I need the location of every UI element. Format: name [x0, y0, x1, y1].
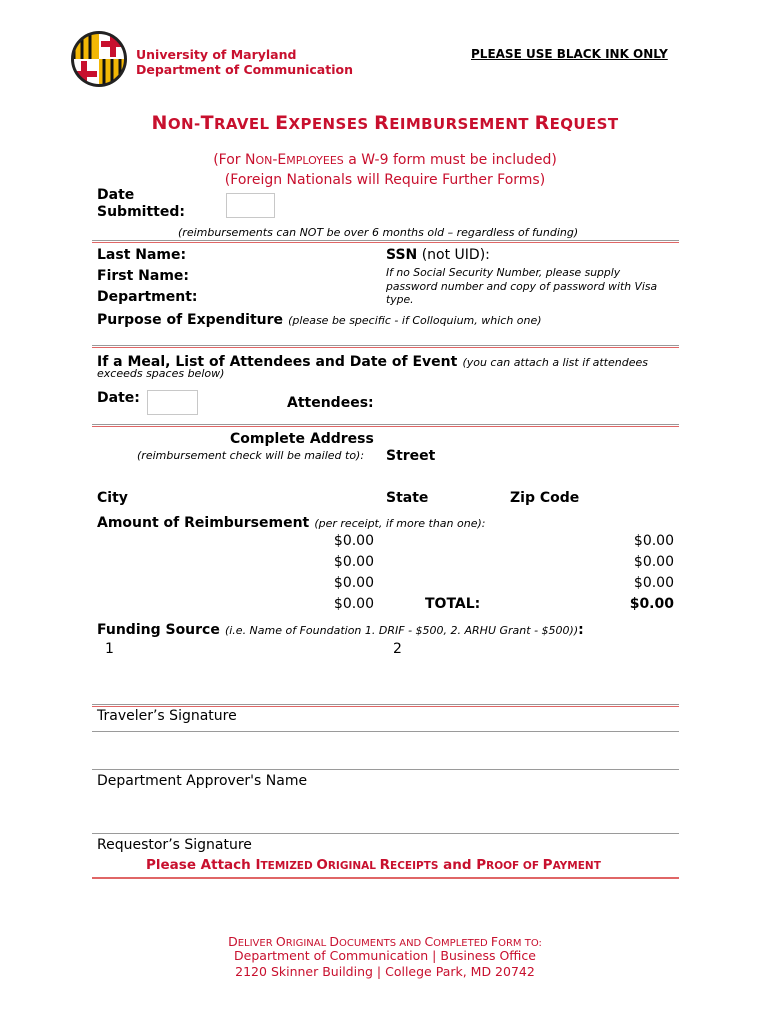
- bottom-divider: [92, 877, 679, 879]
- funding-note: (i.e. Name of Foundation 1. DRIF - $500, 2. ARHU Grant - $500)): [224, 624, 579, 637]
- sub-c: -E: [272, 152, 287, 168]
- attendees-label: Attendees:: [287, 395, 374, 411]
- subtitle-line1: [0, 152, 770, 168]
- form-title: [0, 112, 770, 134]
- title-w2-cap: T: [200, 112, 214, 134]
- signature-divider-1: [92, 731, 679, 732]
- sub-d: MPLOYEES: [286, 154, 344, 167]
- last-name-label: Last Name:: [97, 247, 187, 263]
- footer-f2: ORM TO:: [498, 938, 542, 949]
- org-name: [136, 47, 353, 77]
- attach-g: ECEIPTS: [390, 860, 439, 872]
- section-divider-3: [92, 424, 679, 427]
- department-label: Department:: [97, 289, 198, 305]
- attach-l: AYMENT: [552, 860, 601, 872]
- approver-name-label: Department Approver's Name: [97, 773, 308, 789]
- attach-e: RIGINAL: [327, 860, 380, 872]
- footer-d2: ELIVER: [237, 938, 276, 949]
- ssn-label-text: SSN: [386, 247, 418, 263]
- amount-left-2: $0.00: [333, 554, 374, 570]
- traveler-signature-label: Traveler’s Signature: [97, 708, 237, 724]
- footer-office: Department of Communication | Business Office: [234, 948, 536, 963]
- umd-seal-logo: [70, 30, 128, 88]
- footer-f1: F: [490, 934, 499, 949]
- section-divider-2: [92, 345, 679, 348]
- reimbursement-age-note: (reimbursements can NOT be over 6 months old – regardless of funding): [178, 226, 579, 239]
- footer-o1: O: [275, 934, 286, 949]
- purpose-note: (please be specific - if Colloquium, which one): [288, 314, 542, 327]
- funding-colon: :: [578, 622, 584, 638]
- attach-d: O: [316, 857, 328, 873]
- signature-line-traveler: [92, 704, 679, 707]
- amount-note: (per receipt, if more than one):: [314, 517, 486, 530]
- purpose-label-text: Purpose of Expenditure: [97, 312, 284, 328]
- attach-c: TEMIZED: [260, 860, 317, 872]
- title-w5-cap: R: [534, 112, 550, 134]
- sub-b: ON: [255, 154, 273, 167]
- city-label: City: [97, 490, 128, 506]
- meal-note-1: (you can attach a list if attendees: [462, 356, 648, 369]
- funding-label-text: Funding Source: [97, 622, 220, 638]
- attach-h: and: [438, 857, 477, 873]
- meal-date-label: Date:: [97, 390, 140, 406]
- title-w3-cap: E: [275, 112, 289, 134]
- footer-delivery-line: [0, 934, 770, 949]
- ssn-note-1: If no Social Security Number, please supply: [386, 266, 621, 279]
- title-w5-rest: EQUEST: [549, 115, 619, 133]
- ssn-label-suffix: (not UID):: [421, 247, 490, 263]
- amount-left-3: $0.00: [333, 575, 374, 591]
- requestor-signature-label: Requestor’s Signature: [97, 837, 252, 853]
- ssn-label: [386, 247, 490, 263]
- street-label: Street: [386, 448, 436, 464]
- meal-note-2: exceeds spaces below): [97, 367, 225, 380]
- total-label: TOTAL:: [425, 596, 481, 612]
- section-divider-1: [92, 240, 679, 243]
- amount-right-2: $0.00: [633, 554, 674, 570]
- footer-c1: D: [329, 934, 339, 949]
- sub-e: a W-9 form must be included): [343, 152, 557, 168]
- ssn-note: [386, 266, 657, 307]
- footer-address: 2120 Skinner Building | College Park, MD 20742: [235, 964, 535, 979]
- title-w1-cap: N: [151, 112, 168, 134]
- first-name-label: First Name:: [97, 268, 190, 284]
- date-submitted-field[interactable]: [226, 193, 275, 218]
- amount-right-3: $0.00: [633, 575, 674, 591]
- ssn-note-3: type.: [386, 293, 414, 306]
- signature-line-requestor: [92, 833, 679, 834]
- address-heading: Complete Address: [230, 431, 374, 447]
- amount-label: [97, 512, 485, 531]
- title-w4-rest: EIMBURSEMENT: [389, 115, 535, 133]
- amount-left-4: $0.00: [333, 596, 374, 612]
- purpose-label: [97, 309, 542, 328]
- funding-slot-2: 2: [393, 641, 402, 657]
- amount-label-text: Amount of Reimbursement: [97, 515, 310, 531]
- date-submitted-label-2: Submitted:: [97, 204, 185, 220]
- zip-code-label: Zip Code: [510, 490, 580, 506]
- meal-date-field[interactable]: [147, 390, 198, 415]
- title-w3-rest: XPENSES: [288, 115, 375, 133]
- attach-i: P: [476, 857, 487, 873]
- date-submitted-label-1: Date: [97, 187, 135, 203]
- footer-e2: OMPLETED: [433, 938, 491, 949]
- funding-slot-1: 1: [105, 641, 114, 657]
- meal-heading-text: If a Meal, List of Attendees and Date of Event: [97, 354, 458, 370]
- ssn-note-2: password number and copy of password with Visa: [386, 279, 658, 293]
- signature-line-approver: [92, 769, 679, 770]
- attach-a: Please Attach: [146, 857, 256, 873]
- total-value: $0.00: [629, 596, 674, 612]
- amount-left-1: $0.00: [333, 533, 374, 549]
- attach-receipts-notice: [146, 857, 601, 873]
- attach-b: I: [255, 857, 261, 873]
- footer-c2: OCUMENTS AND: [339, 938, 425, 949]
- sub-a: (For N: [213, 152, 256, 168]
- title-w4-cap: R: [374, 112, 390, 134]
- title-w1-rest: ON-: [167, 115, 201, 133]
- subtitle-line2: (Foreign Nationals will Require Further Forms): [224, 172, 546, 188]
- attach-k: P: [542, 857, 553, 873]
- state-label: State: [386, 490, 429, 506]
- address-note: (reimbursement check will be mailed to):: [137, 449, 365, 462]
- footer-d1: D: [228, 934, 238, 949]
- footer-e1: C: [424, 934, 434, 949]
- org-university: University of Maryland: [136, 47, 297, 62]
- attach-f: R: [379, 857, 391, 873]
- attach-j: ROOF OF: [486, 860, 543, 872]
- title-w2-rest: RAVEL: [213, 115, 276, 133]
- org-department: Department of Communication: [136, 62, 353, 77]
- funding-source-label: [97, 619, 584, 638]
- footer-o2: RIGINAL: [285, 938, 330, 949]
- black-ink-notice: PLEASE USE BLACK INK ONLY: [471, 47, 668, 61]
- amount-right-1: $0.00: [633, 533, 674, 549]
